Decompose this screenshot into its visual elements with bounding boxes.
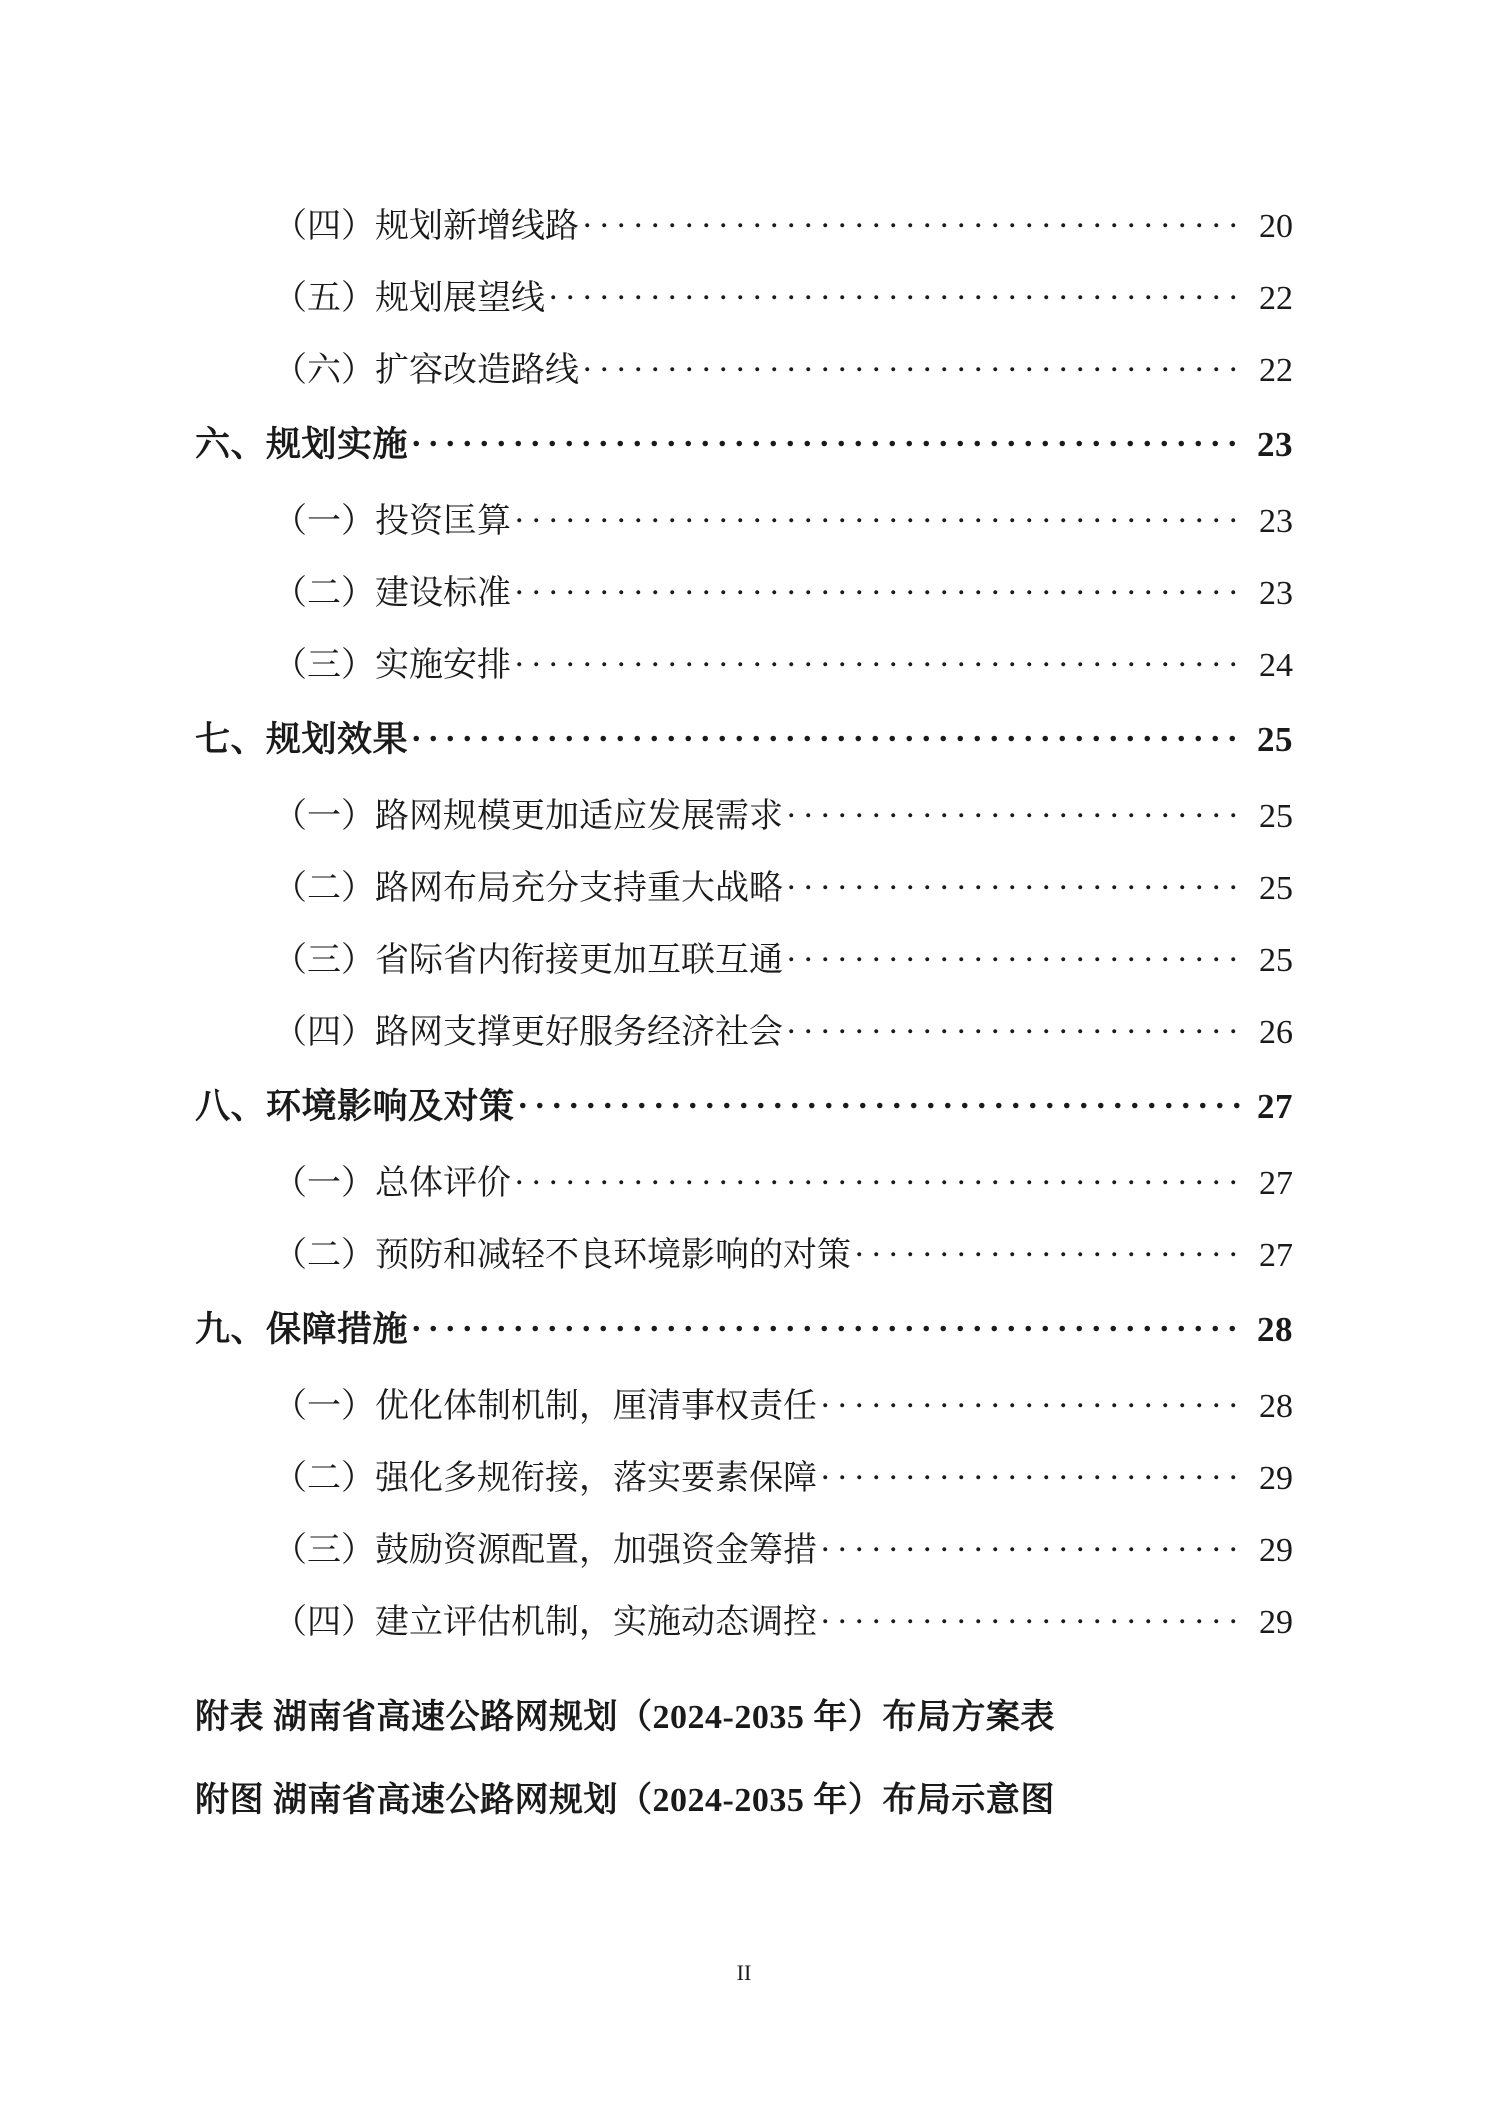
toc-entry-page-number: 23: [1257, 425, 1293, 464]
page-number: II: [736, 1960, 752, 1985]
toc-leader-dots: [821, 1383, 1241, 1417]
toc-entry[interactable]: [195, 1079, 1293, 1129]
toc-entry-label: （三）鼓励资源配置，加强资金筹措: [273, 1532, 817, 1569]
table-of-contents: [195, 198, 1293, 1643]
toc-entry-label: 九、保障措施: [195, 1310, 409, 1349]
toc-leader-dots: [821, 1455, 1241, 1489]
toc-entry-page-number: 24: [1259, 647, 1293, 684]
toc-entry-page-number: 25: [1259, 942, 1293, 979]
toc-entry[interactable]: [195, 1004, 1293, 1053]
toc-entry-label: （六）扩容改造路线: [273, 352, 579, 389]
toc-leader-dots: [515, 498, 1241, 532]
toc-entry-label: （一）总体评价: [273, 1165, 511, 1202]
toc-leader-dots: [412, 1306, 1241, 1341]
toc-entry[interactable]: [195, 860, 1293, 909]
toc-entry-page-number: 28: [1259, 1388, 1293, 1425]
toc-entry-label: （四）路网支撑更好服务经济社会: [273, 1014, 783, 1051]
toc-leader-dots: [412, 716, 1241, 751]
toc-entry-page-number: 25: [1259, 798, 1293, 835]
toc-entry-page-number: 26: [1259, 1014, 1293, 1051]
toc-leader-dots: [549, 275, 1241, 309]
toc-entry-label: （一）投资匡算: [273, 503, 511, 540]
toc-leader-dots: [519, 1083, 1241, 1118]
toc-entry-label: 六、规划实施: [195, 425, 409, 464]
toc-entry[interactable]: [195, 1155, 1293, 1204]
toc-leader-dots: [515, 642, 1241, 676]
toc-entry-label: （四）规划新增线路: [273, 208, 579, 245]
toc-entry[interactable]: [195, 1594, 1293, 1643]
toc-entry[interactable]: [195, 198, 1293, 247]
toc-entry-page-number: 29: [1259, 1532, 1293, 1569]
toc-entry-label: （二）强化多规衔接，落实要素保障: [273, 1460, 817, 1497]
toc-entry[interactable]: [195, 1227, 1293, 1276]
toc-entry-page-number: 22: [1259, 280, 1293, 317]
toc-entry-page-number: 22: [1259, 352, 1293, 389]
toc-entry-label: （一）优化体制机制，厘清事权责任: [273, 1388, 817, 1425]
toc-leader-dots: [515, 570, 1241, 604]
toc-entry-label: （三）省际省内衔接更加互联互通: [273, 942, 783, 979]
toc-leader-dots: [583, 203, 1241, 237]
toc-entry-page-number: 27: [1259, 1165, 1293, 1202]
toc-entry-label: （二）预防和减轻不良环境影响的对策: [273, 1237, 851, 1274]
toc-entry-page-number: 23: [1259, 503, 1293, 540]
toc-entry-page-number: 25: [1257, 720, 1293, 759]
toc-entry-label: （二）路网布局充分支持重大战略: [273, 870, 783, 907]
toc-entry[interactable]: [195, 1450, 1293, 1499]
toc-entry[interactable]: [195, 932, 1293, 981]
toc-leader-dots: [821, 1527, 1241, 1561]
toc-leader-dots: [583, 347, 1241, 381]
toc-entry-page-number: 27: [1259, 1237, 1293, 1274]
toc-leader-dots: [787, 865, 1241, 899]
toc-entry-page-number: 28: [1257, 1310, 1293, 1349]
toc-entry[interactable]: [195, 417, 1293, 467]
toc-entry[interactable]: [195, 1522, 1293, 1571]
toc-leader-dots: [515, 1160, 1241, 1194]
toc-leader-dots: [412, 421, 1241, 456]
toc-entry-page-number: 27: [1257, 1087, 1293, 1126]
toc-entry-label: 七、规划效果: [195, 720, 409, 759]
toc-entry[interactable]: [195, 342, 1293, 391]
toc-entry-label: （三）实施安排: [273, 647, 511, 684]
toc-leader-dots: [787, 937, 1241, 971]
toc-entry[interactable]: [195, 493, 1293, 542]
toc-entry[interactable]: [195, 788, 1293, 837]
toc-leader-dots: [821, 1599, 1241, 1633]
toc-entry[interactable]: [195, 712, 1293, 762]
toc-entry[interactable]: [195, 1378, 1293, 1427]
toc-entry-page-number: 25: [1259, 870, 1293, 907]
toc-leader-dots: [787, 1009, 1241, 1043]
appendix-list: [195, 1689, 1293, 1821]
toc-entry-label: （五）规划展望线: [273, 280, 545, 317]
toc-entry[interactable]: [195, 565, 1293, 614]
appendix-entry[interactable]: 附图 湖南省高速公路网规划（2024-2035 年）布局示意图: [195, 1782, 1055, 1819]
appendix-entry[interactable]: 附表 湖南省高速公路网规划（2024-2035 年）布局方案表: [195, 1699, 1055, 1736]
toc-entry-label: 八、环境影响及对策: [195, 1087, 515, 1126]
toc-entry-label: （一）路网规模更加适应发展需求: [273, 798, 783, 835]
toc-entry[interactable]: [195, 270, 1293, 319]
toc-entry[interactable]: [195, 637, 1293, 686]
toc-leader-dots: [787, 793, 1241, 827]
toc-entry-page-number: 20: [1259, 208, 1293, 245]
toc-entry-label: （二）建设标准: [273, 575, 511, 612]
toc-entry[interactable]: [195, 1302, 1293, 1352]
toc-entry-label: （四）建立评估机制，实施动态调控: [273, 1604, 817, 1641]
toc-entry-page-number: 23: [1259, 575, 1293, 612]
toc-entry-page-number: 29: [1259, 1604, 1293, 1641]
toc-leader-dots: [855, 1232, 1241, 1266]
toc-entry-page-number: 29: [1259, 1460, 1293, 1497]
